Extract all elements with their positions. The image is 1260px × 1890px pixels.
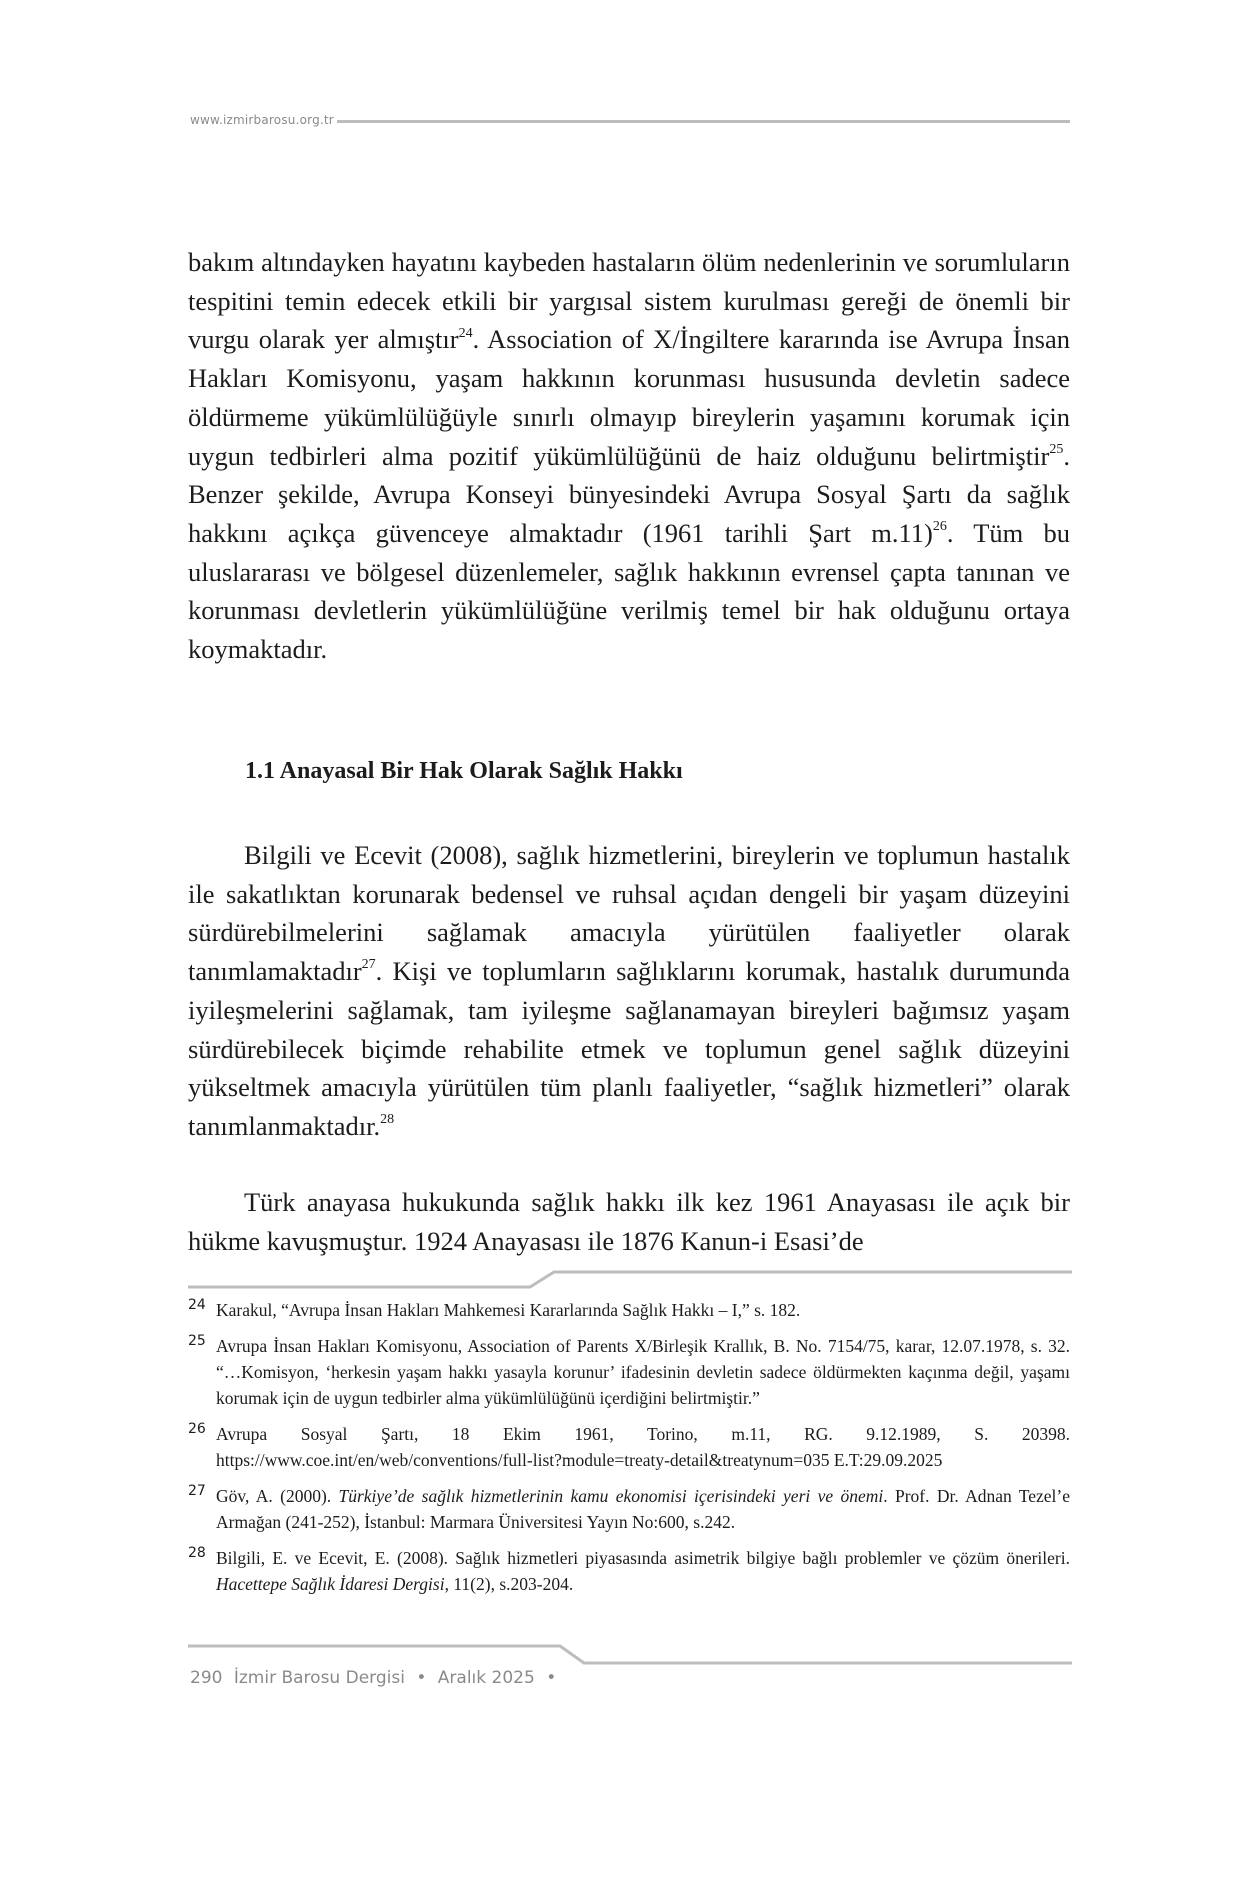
paragraph-3-text: Türk anayasa hukukunda sağlık hakkı ilk kez 1961 Anayasası ile açık bir hükme kavuşmuştur. 1924 Anayasası ile 1876 Kanun-i Esasi’de (188, 1187, 1070, 1256)
header-url: www.izmirbarosu.org.tr (190, 113, 334, 127)
footnote-ref-24[interactable]: 24 (458, 325, 473, 341)
paragraph-1: bakım altındayken hayatını kaybeden hastaların ölüm nedenlerinin ve sorumluların tespitini temin edecek etkili bir yargısal sistem kurulması gereği de önemli bir vurgu olarak yer almıştır$^{24}$. Association of X/İngiltere kararında ise Avrupa İnsan Hakları Komisyonu, yaşam hakkının korunması hususunda devletin sadece öldürmeme yükümlülüğüyle sınırlı olmayıp bireylerin yaşamını korumak için uygun tedbirleri alma pozitif yükümlülüğünü de haiz olduğunu belirtmiştir$^{25}$. Benzer şekilde, Avrupa Konseyi bünyesindeki Avrupa Sosyal Şartı da sağlık hakkını açıkça güvenceye almaktadır (1961 tarihli Şart m.11)$^{26}$. Tüm bu uluslararası ve bölgesel düzenlemeler, sağlık hakkının evrensel çapta tanınan ve korunması devletlerin yükümlülüğüne verilmiş temel bir hak olduğunu ortaya koymaktadır. (188, 247, 1071, 665)
footnote-28: 28 Bilgili, E. ve Ecevit, E. (2008). Sağlık hizmetleri piyasasında asimetrik bilgiye bağlı problemler ve çözüm önerileri. Hacettepe Sağlık İdaresi Dergisi, 11(2), s.203-204. (188, 1545, 1070, 1597)
journal-name: İzmir Barosu Dergisi (233, 1668, 405, 1688)
footnote-ref-27[interactable]: 27 (361, 957, 376, 973)
paragraph-2: Bilgili ve Ecevit (2008), sağlık hizmetlerini, bireylerin ve toplumun hastalık ile sakatlıktan korunarak bedensel ve ruhsal açıdan dengeli bir yaşam düzeyini sürdürebilmelerini sağlamak amacıyla yürütülen faaliyetler olarak tanımlamaktadır$^{27}$. Kişi ve toplumların sağlıklarını korumak, hastalık durumunda iyileşmelerini sağlamak, tam iyileşme sağlanamayan bireyleri bağımsız yaşam sürdürebilecek biçimde rehabilite etmek ve toplumun genel sağlık düzeyini yükseltmek amacıyla yürütülen tüm planlı faaliyetler, “sağlık hizmetleri” olarak tanımlanmaktadır.$^{28}$ (188, 840, 1070, 1141)
footnote-25 (188, 1333, 1070, 1411)
footnote-journal: Hacettepe Sağlık İdaresi Dergisi (216, 1574, 445, 1594)
footnote-text: Karakul, “Avrupa İnsan Hakları Mahkemesi Kararlarında Sağlık Hakkı – I,” s. 182. (216, 1300, 801, 1320)
footnote-number: 28 (188, 1545, 206, 1561)
footnote-26 (188, 1421, 1070, 1473)
issue-date: Aralık 2025 (437, 1668, 535, 1688)
section-heading: 1.1 Anayasal Bir Hak Olarak Sağlık Hakkı (245, 758, 683, 784)
footnote-text: Avrupa Sosyal Şartı, 18 Ekim 1961, Torino, m.11, RG. 9.12.1989, S. 20398. https://www.coe.int/en/web/conventions/full-list?module=treaty-detail&treatynum=035 E.T:29.09.2025 (216, 1424, 1070, 1470)
paragraph-2-text: Bilgili ve Ecevit (2008), sağlık hizmetlerini, bireylerin ve toplumun hastalık ile sakatlıktan korunarak bedensel ve ruhsal açıdan dengeli bir yaşam düzeyini sürdürebilmelerini sağlamak amacıyla yürütülen faaliyetler olarak tanımlamaktadır (188, 840, 1070, 987)
footnote-number: 26 (188, 1421, 206, 1437)
footnote-title: Türkiye’de sağlık hizmetlerinin kamu ekonomisi içerisindeki yeri ve önemi (338, 1486, 884, 1506)
footnotes (188, 1297, 1070, 1607)
paragraph-1-text: bakım altındayken hayatını kaybeden hastaların ölüm nedenlerinin ve sorumluların tespitini temin edecek etkili bir yargısal sistem kurulması gereği de önemli bir vurgu olarak yer almıştır (188, 247, 1070, 355)
footnote-27: 27 Göv, A. (2000). Türkiye’de sağlık hizmetlerinin kamu ekonomisi içerisindeki yeri ve önemi. Prof. Dr. Adnan Tezel’e Armağan (241-252), İstanbul: Marmara Üniversitesi Yayın No:600, s.242. (188, 1483, 1070, 1535)
footnote-number: 25 (188, 1333, 206, 1349)
footnote-text: Avrupa İnsan Hakları Komisyonu, Association of Parents X/Birleşik Krallık, B. No. 7154/75, karar, 12.07.1978, s. 32. “…Komisyon, ‘herkesin yaşam hakkı yasayla korunur’ ifadesinin devletin sadece öldürmekten kaçınma değil, yaşamı korumak için de uygun tedbirler alma yükümlülüğünü içerdiğini belirtmiştir.” (216, 1336, 1070, 1408)
footnote-ref-28[interactable]: 28 (380, 1112, 395, 1128)
bullet-separator: • (546, 1668, 557, 1688)
footer-rule (188, 1646, 1072, 1663)
bullet-separator: • (416, 1668, 427, 1688)
page-number: 290 (190, 1668, 223, 1688)
footnote-separator (188, 1272, 1072, 1287)
footnote-24 (188, 1297, 1070, 1323)
footnote-number: 27 (188, 1483, 206, 1499)
footnote-number: 24 (188, 1297, 206, 1313)
footnote-ref-25[interactable]: 25 (1049, 441, 1064, 457)
running-footer (190, 1668, 562, 1688)
footnote-ref-26[interactable]: 26 (932, 519, 947, 535)
